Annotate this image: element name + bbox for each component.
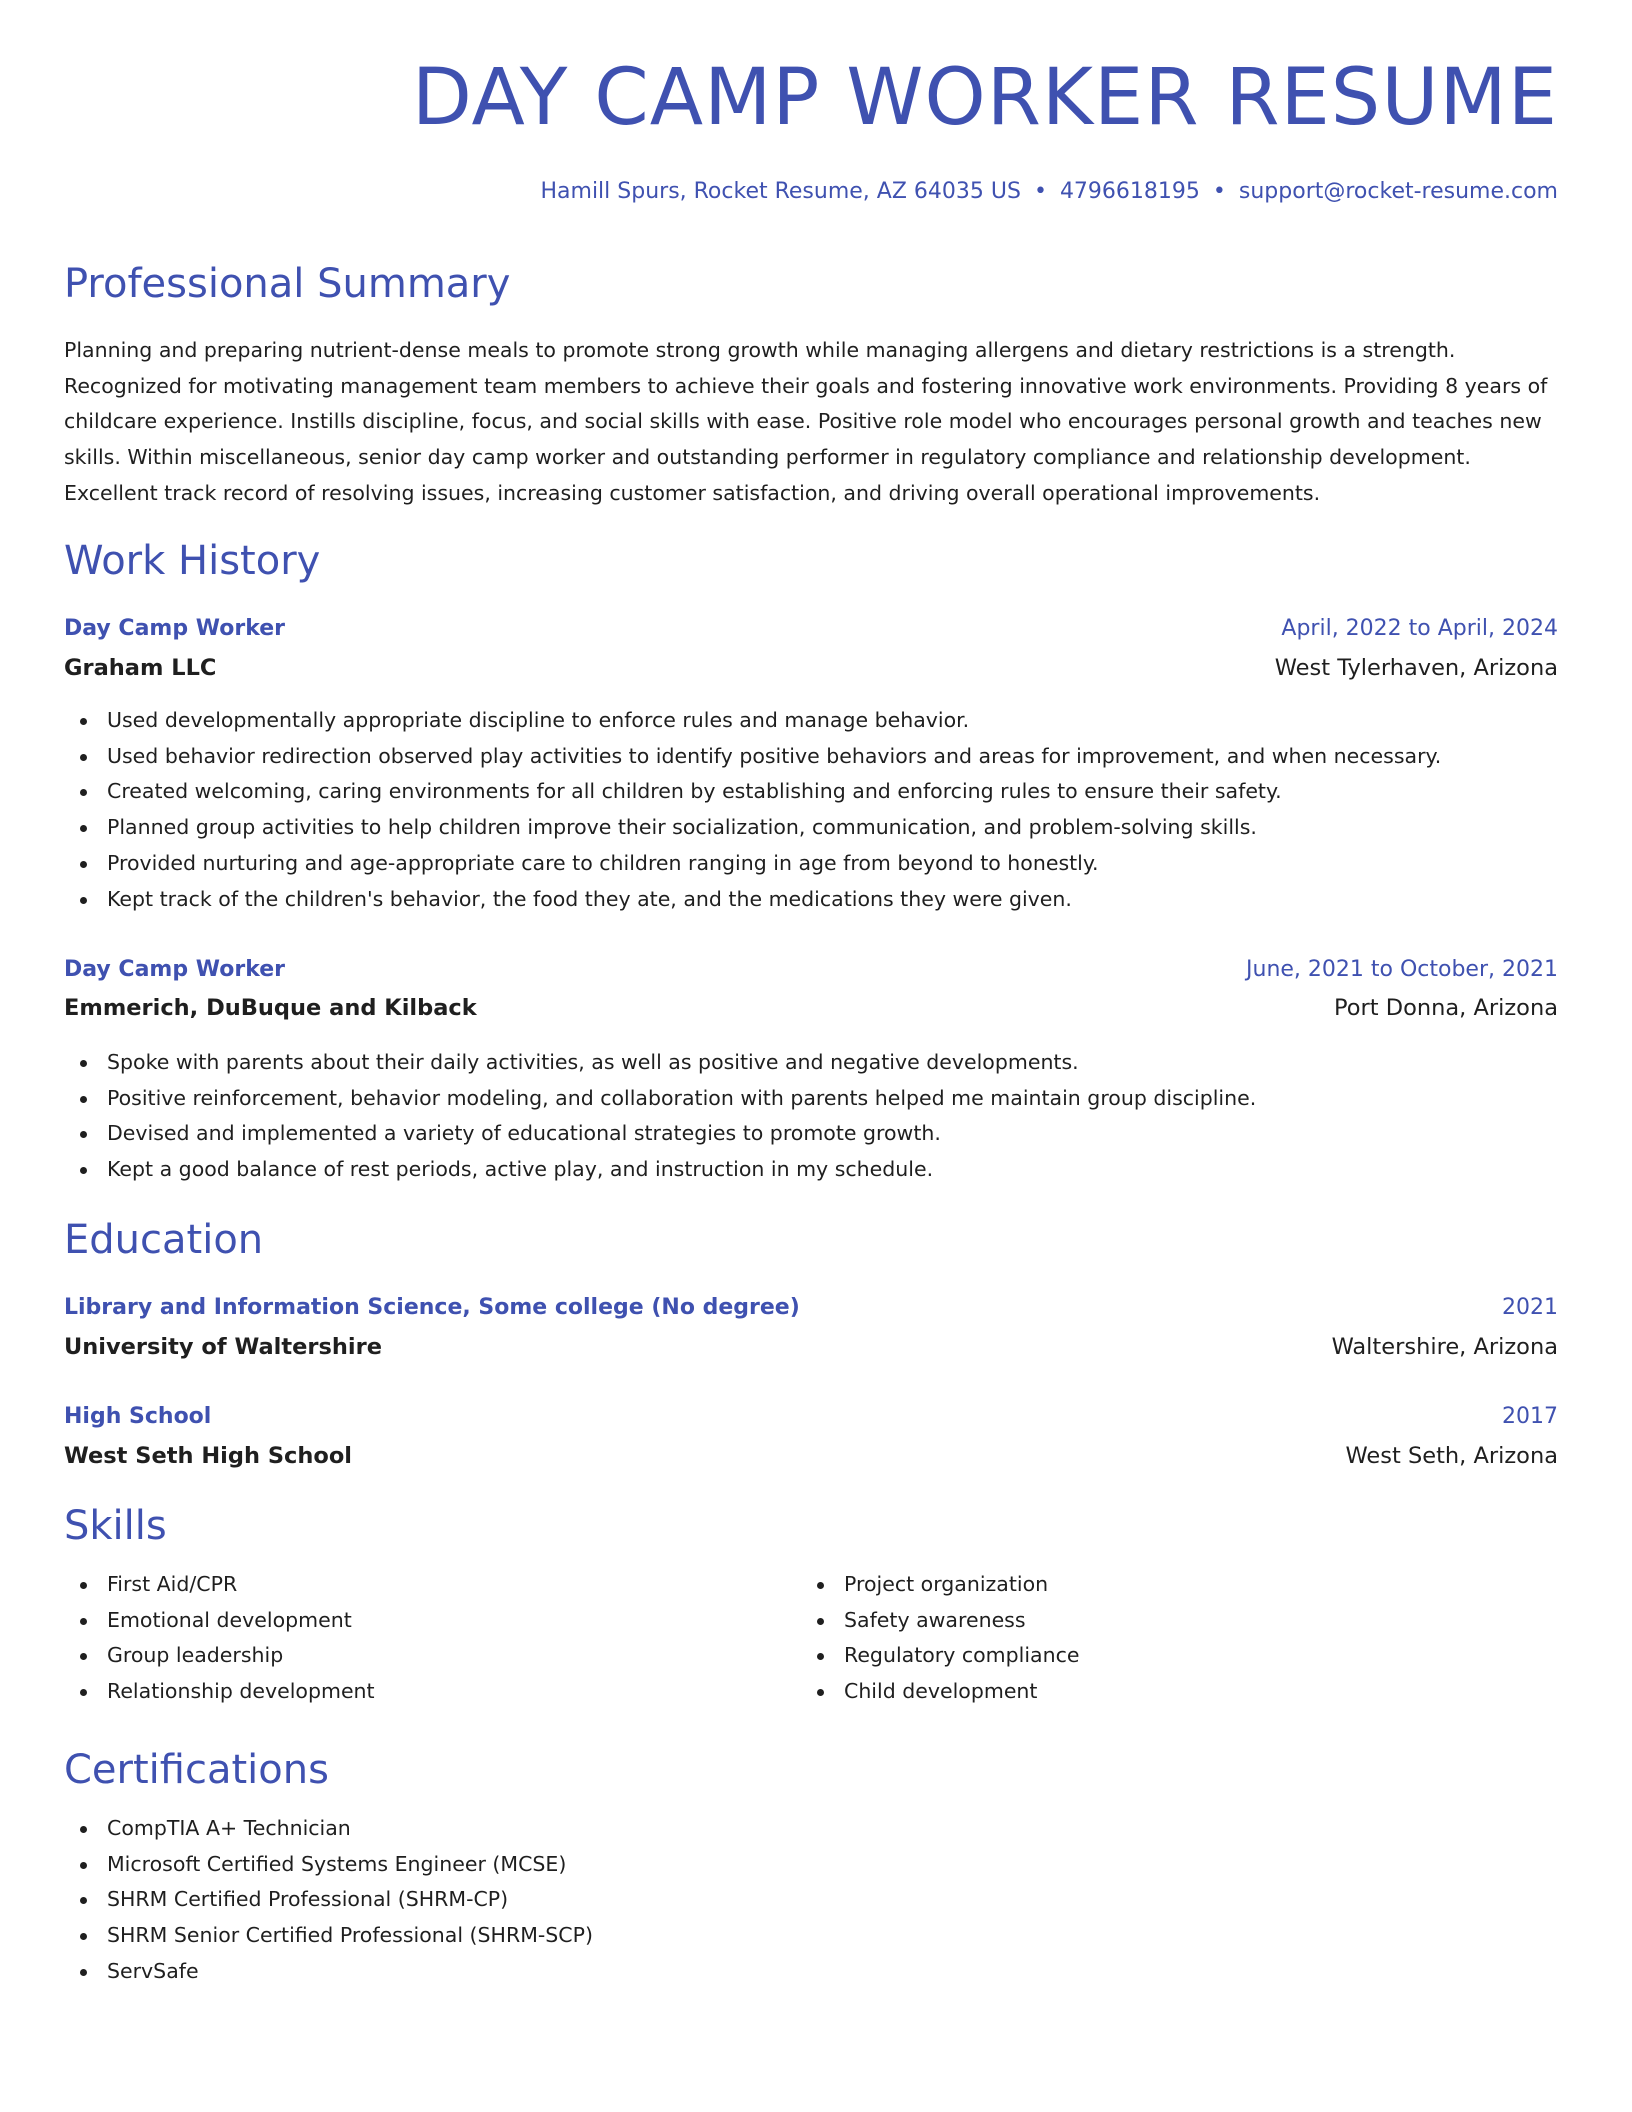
job-bullet: Provided nurturing and age-appropriate care to children ranging in age from beyond to honestly. xyxy=(64,846,1441,882)
job-bullet: Used developmentally appropriate discipline to enforce rules and manage behavior. xyxy=(64,703,1441,739)
job-bullet: Kept a good balance of rest periods, active play, and instruction in my schedule. xyxy=(64,1152,1256,1188)
education-header-row xyxy=(64,1401,1558,1433)
education-school-row xyxy=(64,1440,1558,1472)
job-bullet: Devised and implemented a variety of educational strategies to promote growth. xyxy=(64,1116,1256,1152)
education-location: West Seth, Arizona xyxy=(1345,1443,1558,1469)
job-role: Day Camp Worker xyxy=(64,616,286,641)
summary-heading: Professional Summary xyxy=(64,261,511,307)
job-bullet: Spoke with parents about their daily activities, as well as positive and negative developments. xyxy=(64,1045,1256,1081)
resume-title: DAY CAMP WORKER RESUME xyxy=(411,53,1558,143)
skill-item: Regulatory compliance xyxy=(801,1638,1079,1674)
education-school: University of Waltershire xyxy=(64,1334,382,1360)
contact-email[interactable]: support@rocket-resume.com xyxy=(1238,179,1558,204)
skill-item: Emotional development xyxy=(64,1603,375,1639)
summary-text: Planning and preparing nutrient-dense meals to promote strong growth while managing allergens and dietary restrictions is a strength. Recognized for motivating management team members to achieve their goals and fostering innovative work environments. Providing 8 years of childcare experience. Instills discipline, focus, and social skills with ease. Positive role model who encourages personal growth and teaches new skills. Within miscellaneous, senior day camp worker and outstanding performer in regulatory compliance and relationship development. Excellent track record of resolving issues, increasing customer satisfaction, and driving overall operational improvements. xyxy=(64,338,1548,505)
contact-phone[interactable]: 4796618195 xyxy=(1059,179,1200,204)
job-bullet: Kept track of the children's behavior, the food they ate, and the medications they were given. xyxy=(64,882,1441,918)
job-location: West Tylerhaven, Arizona xyxy=(1274,655,1558,681)
certification-item: SHRM Certified Professional (SHRM-CP) xyxy=(64,1882,593,1918)
contact-address: Hamill Spurs, Rocket Resume, AZ 64035 US xyxy=(540,179,1021,204)
education-heading: Education xyxy=(64,1217,264,1263)
job-dates: June, 2021 to October, 2021 xyxy=(1246,957,1558,982)
contact-separator: • xyxy=(1033,179,1047,204)
work-history-heading: Work History xyxy=(64,538,321,584)
skill-item: First Aid/CPR xyxy=(64,1567,375,1603)
education-year: 2021 xyxy=(1502,1295,1558,1320)
job-bullet: Positive reinforcement, behavior modeling, and collaboration with parents helped me maintain group discipline. xyxy=(64,1081,1256,1117)
job-location: Port Donna, Arizona xyxy=(1334,995,1558,1021)
job-dates: April, 2022 to April, 2024 xyxy=(1281,616,1558,641)
job-header-row xyxy=(64,954,1558,986)
skill-item: Group leadership xyxy=(64,1638,375,1674)
skills-list-left xyxy=(64,1567,375,1710)
education-school-row xyxy=(64,1331,1558,1363)
job-header-row xyxy=(64,613,1558,645)
certification-item: SHRM Senior Certified Professional (SHRM-SCP) xyxy=(64,1918,593,1954)
education-header-row xyxy=(64,1292,1558,1324)
certifications-heading: Certifications xyxy=(64,1747,329,1793)
job-bullet: Used behavior redirection observed play activities to identify positive behaviors and areas for improvement, and when necessary. xyxy=(64,739,1441,775)
job-role: Day Camp Worker xyxy=(64,957,286,982)
contact-separator: • xyxy=(1212,179,1226,204)
job-bullet-list xyxy=(64,703,1441,917)
job-bullet: Created welcoming, caring environments for all children by establishing and enforcing rules to ensure their safety. xyxy=(64,774,1441,810)
contact-line xyxy=(540,179,1558,205)
job-company-row xyxy=(64,652,1558,684)
skill-item: Relationship development xyxy=(64,1674,375,1710)
certification-item: Microsoft Certified Systems Engineer (MCSE) xyxy=(64,1847,593,1883)
education-school: West Seth High School xyxy=(64,1443,353,1469)
skill-item: Child development xyxy=(801,1674,1079,1710)
certifications-list xyxy=(64,1811,593,1990)
skill-item: Safety awareness xyxy=(801,1603,1079,1639)
certification-item: CompTIA A+ Technician xyxy=(64,1811,593,1847)
job-bullet-list xyxy=(64,1045,1256,1188)
job-company: Graham LLC xyxy=(64,655,217,681)
education-location: Waltershire, Arizona xyxy=(1331,1334,1558,1360)
education-degree: High School xyxy=(64,1404,212,1429)
skills-list-right xyxy=(801,1567,1079,1710)
skill-item: Project organization xyxy=(801,1567,1079,1603)
job-company-row xyxy=(64,992,1558,1024)
certification-item: ServSafe xyxy=(64,1954,593,1990)
job-bullet: Planned group activities to help children improve their socialization, communication, and problem-solving skills. xyxy=(64,810,1441,846)
skills-heading: Skills xyxy=(64,1503,167,1549)
education-year: 2017 xyxy=(1502,1404,1558,1429)
education-degree: Library and Information Science, Some college (No degree) xyxy=(64,1295,800,1320)
job-company: Emmerich, DuBuque and Kilback xyxy=(64,995,477,1021)
